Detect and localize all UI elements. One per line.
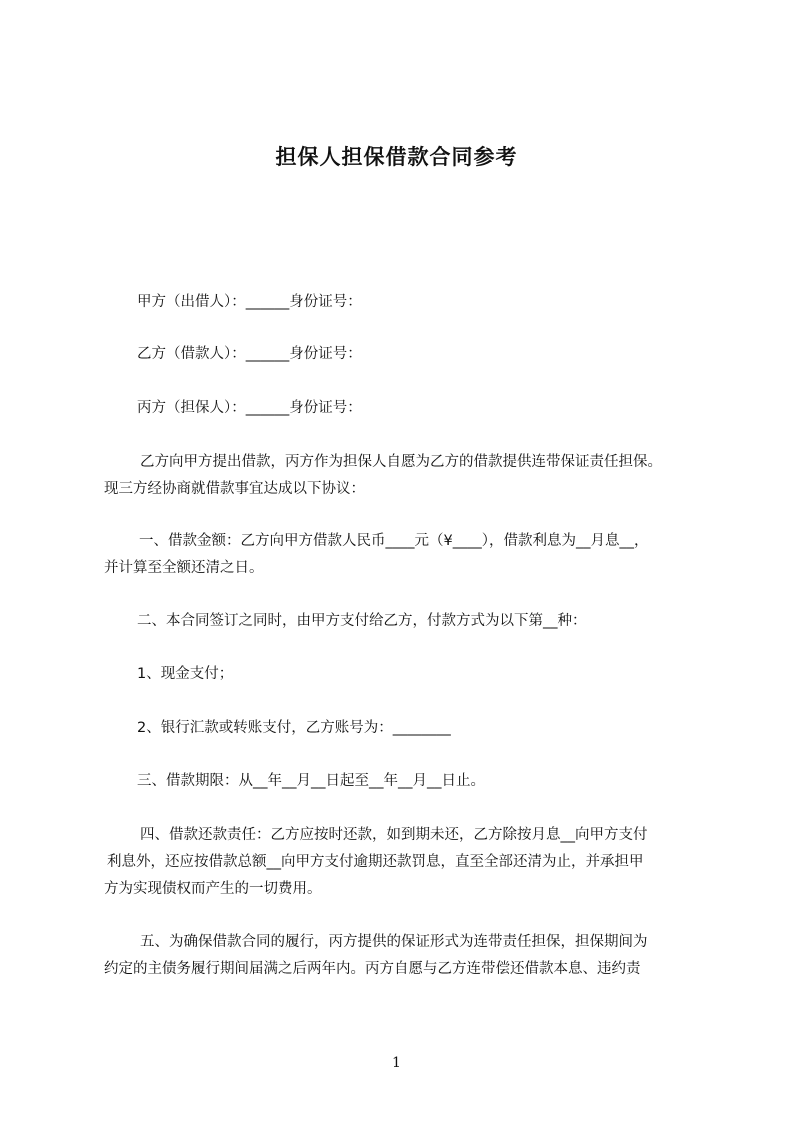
party-b-line: 乙方（借款人）：______身份证号： <box>137 346 362 362</box>
payment-option-2: 2、银行汇款或转账支付，乙方账号为：________ <box>137 720 451 736</box>
clause-2-line-1: 二、本合同签订之同时，由甲方支付给乙方，付款方式为以下第__种： <box>137 613 587 629</box>
preamble-line-2: 现三方经协商就借款事宜达成以下协议： <box>104 481 365 497</box>
clause-4-line-1: 四、借款还款责任：乙方应按时还款，如到期未还，乙方除按月息__向甲方支付 <box>140 827 648 843</box>
party-c-line: 丙方（担保人）：______身份证号： <box>137 400 362 416</box>
document-title: 担保人担保借款合同参考 <box>275 145 518 169</box>
clause-1-line-2: 并计算至全额还清之日。 <box>104 560 264 576</box>
preamble-line-1: 乙方向甲方提出借款，丙方作为担保人自愿为乙方的借款提供连带保证责任担保。 <box>140 454 662 470</box>
clause-4-line-2: 利息外，还应按借款总额__向甲方支付逾期还款罚息，直至全部还清为止，并承担甲 <box>107 854 644 870</box>
clause-4-line-3: 方为实现债权而产生的一切费用。 <box>104 881 322 897</box>
party-a-line: 甲方（出借人）：______身份证号： <box>137 294 362 310</box>
page-number: 1 <box>392 1055 401 1071</box>
clause-3-line-1: 三、借款期限：从__年__月__日起至__年__月__日止。 <box>137 773 485 789</box>
payment-option-1: 1、现金支付； <box>137 666 234 682</box>
clause-5-line-2: 约定的主债务履行期间届满之后两年内。丙方自愿与乙方连带偿还借款本息、违约责 <box>104 961 641 977</box>
clause-1-line-1: 一、借款金额：乙方向甲方借款人民币____元（¥____），借款利息为__月息__， <box>139 533 649 549</box>
clause-5-line-1: 五、为确保借款合同的履行，丙方提供的保证形式为连带责任担保，担保期间为 <box>140 934 648 950</box>
